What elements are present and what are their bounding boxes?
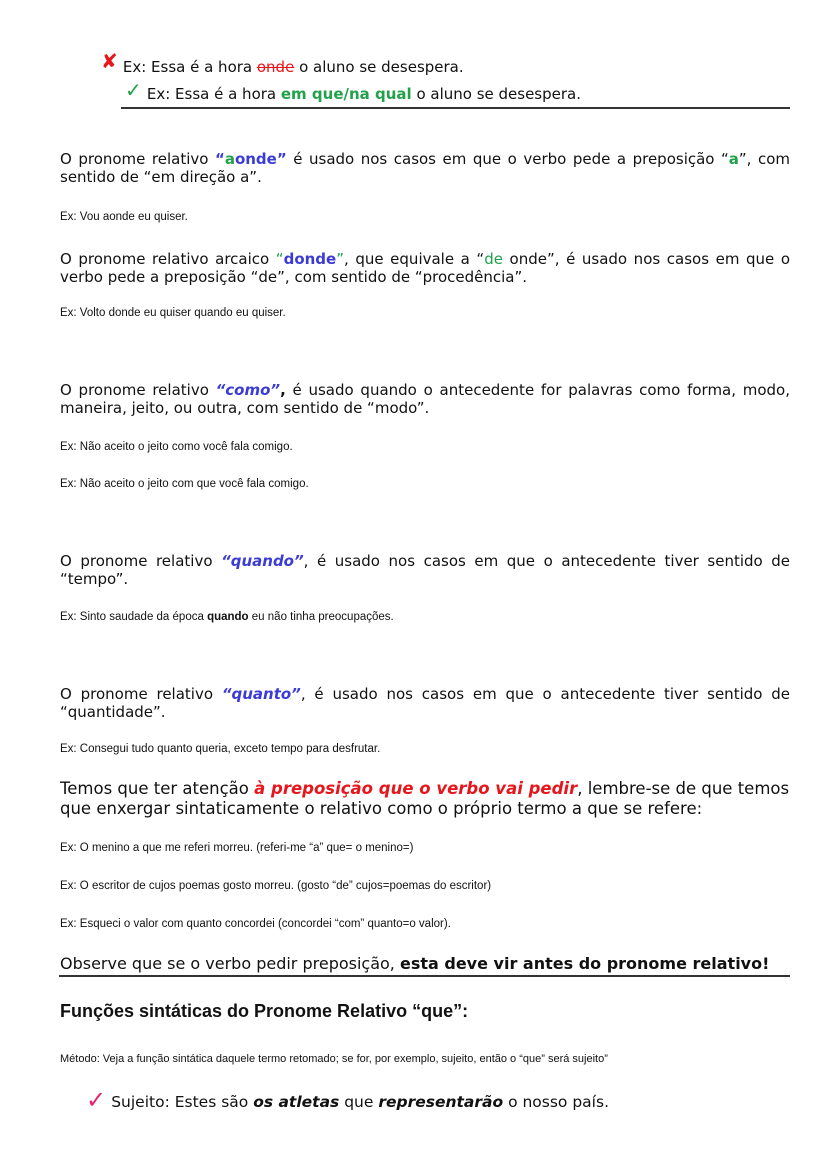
quando-paragraph: O pronome relativo “quando”, é usado nos casos em que o antecedente tiver sentido de “tempo”. <box>60 552 790 588</box>
como-example-2: Ex: Não aceito o jeito com que você fala comigo. <box>60 478 309 490</box>
atencao-example-3: Ex: Esqueci o valor com quanto concordei (concordei “com” quanto=o valor). <box>60 918 451 930</box>
como-paragraph: O pronome relativo “como”, é usado quando o antecedente for palavras como forma, modo, maneira, jeito, ou outra, com sentido de “modo”. <box>60 381 791 417</box>
section-heading: Funções sintáticas do Pronome Relativo “que”: <box>60 1001 469 1021</box>
metodo-text: Método: Veja a função sintática daquele termo retomado; se for, por exemplo, sujeito, então o “que” será sujeito” <box>60 1053 608 1065</box>
correct-phrase: em que/na qual <box>280 85 412 103</box>
como-example-1: Ex: Não aceito o jeito como você fala comigo. <box>60 441 293 453</box>
atencao-example-2: Ex: O escritor de cujos poemas gosto morreu. (gosto “de” cujos=poemas do escritor) <box>60 880 492 892</box>
sujeito-example: ✓ Sujeito: Estes são os atletas que representarão o nosso país. <box>86 1086 609 1114</box>
observe-underline <box>59 975 790 977</box>
check-mark-icon: ✓ <box>125 78 142 102</box>
wrong-example: ✘ Ex: Essa é a hora onde o aluno se desespera. <box>101 49 464 76</box>
check-mark-icon: ✓ <box>86 1086 107 1114</box>
right-example: ✓ Ex: Essa é a hora em que/na qual o aluno se desespera. <box>125 78 582 103</box>
donde-example: Ex: Volto donde eu quiser quando eu quiser. <box>60 307 286 319</box>
struck-word: onde <box>256 58 295 76</box>
observe-note: Observe que se o verbo pedir preposição, esta deve vir antes do pronome relativo! <box>60 954 770 973</box>
aonde-example: Ex: Vou aonde eu quiser. <box>60 211 188 223</box>
cross-mark-icon: ✘ <box>101 49 118 73</box>
aonde-paragraph: O pronome relativo “aonde” é usado nos casos em que o verbo pede a preposição “a”, com sentido de “em direção a”. <box>60 150 791 186</box>
donde-paragraph: O pronome relativo arcaico “donde”, que equivale a “de onde”, é usado nos casos em que o verbo pede a preposição “de”, com sentido de “procedência”. <box>60 250 791 286</box>
quando-example: Ex: Sinto saudade da época quando eu não tinha preocupações. <box>60 611 394 623</box>
atencao-paragraph: Temos que ter atenção à preposição que o verbo vai pedir, lembre-se de que temos que enxergar sintaticamente o relativo como o próprio termo a que se refere: <box>60 779 790 818</box>
quanto-paragraph: O pronome relativo “quanto”, é usado nos casos em que o antecedente tiver sentido de “quantidade”. <box>60 685 790 721</box>
quanto-example: Ex: Consegui tudo quanto queria, exceto tempo para desfrutar. <box>60 743 381 755</box>
atencao-example-1: Ex: O menino a que me referi morreu. (referi-me “a” que= o menino=) <box>60 842 414 854</box>
divider <box>121 107 790 109</box>
preposition-highlight: à preposição que o verbo vai pedir <box>254 779 578 798</box>
